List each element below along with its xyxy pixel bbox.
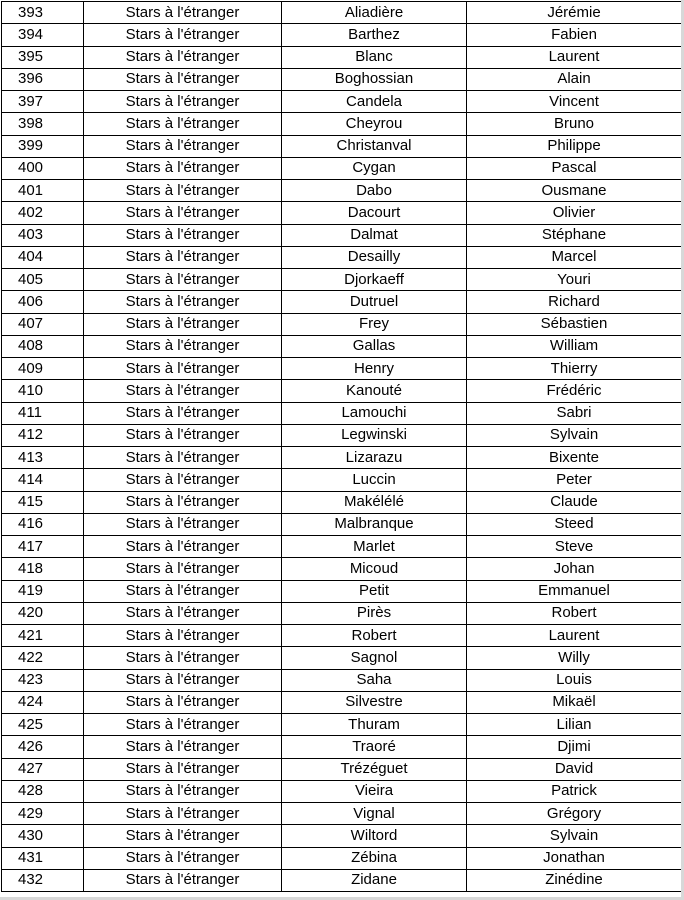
cell-category[interactable]: Stars à l'étranger	[84, 447, 282, 469]
cell-number[interactable]: 400	[2, 157, 84, 179]
cell-last-name[interactable]: Malbranque	[282, 513, 467, 535]
cell-first-name[interactable]: Grégory	[467, 803, 682, 825]
cell-last-name[interactable]: Zidane	[282, 869, 467, 891]
cell-category[interactable]: Stars à l'étranger	[84, 2, 282, 24]
cell-last-name[interactable]: Frey	[282, 313, 467, 335]
cell-first-name[interactable]: Peter	[467, 469, 682, 491]
cell-category[interactable]: Stars à l'étranger	[84, 68, 282, 90]
cell-category[interactable]: Stars à l'étranger	[84, 224, 282, 246]
table-row	[2, 24, 682, 46]
cell-number[interactable]: 401	[2, 180, 84, 202]
cell-first-name[interactable]: Claude	[467, 491, 682, 513]
table-row	[2, 736, 682, 758]
table-body	[2, 2, 682, 892]
cell-number[interactable]: 408	[2, 335, 84, 357]
cell-first-name[interactable]: Bruno	[467, 113, 682, 135]
cell-first-name[interactable]: Frédéric	[467, 380, 682, 402]
table-row	[2, 780, 682, 802]
table-row	[2, 46, 682, 68]
cell-last-name[interactable]: Gallas	[282, 335, 467, 357]
cell-number[interactable]: 416	[2, 513, 84, 535]
cell-number[interactable]: 429	[2, 803, 84, 825]
cell-number[interactable]: 426	[2, 736, 84, 758]
cell-last-name[interactable]: Candela	[282, 91, 467, 113]
cell-last-name[interactable]: Barthez	[282, 24, 467, 46]
cell-first-name[interactable]: Sébastien	[467, 313, 682, 335]
cell-last-name[interactable]: Christanval	[282, 135, 467, 157]
cell-first-name[interactable]: David	[467, 758, 682, 780]
table-row	[2, 269, 682, 291]
table-row	[2, 402, 682, 424]
cell-first-name[interactable]: Vincent	[467, 91, 682, 113]
cell-number[interactable]: 425	[2, 714, 84, 736]
cell-last-name[interactable]: Petit	[282, 580, 467, 602]
cell-number[interactable]: 395	[2, 46, 84, 68]
cell-first-name[interactable]: Youri	[467, 269, 682, 291]
table-row	[2, 803, 682, 825]
table-row	[2, 180, 682, 202]
cell-category[interactable]: Stars à l'étranger	[84, 669, 282, 691]
cell-category[interactable]: Stars à l'étranger	[84, 869, 282, 891]
cell-first-name[interactable]: Philippe	[467, 135, 682, 157]
cell-category[interactable]: Stars à l'étranger	[84, 758, 282, 780]
cell-number[interactable]: 412	[2, 424, 84, 446]
cell-category[interactable]: Stars à l'étranger	[84, 358, 282, 380]
cell-number[interactable]: 397	[2, 91, 84, 113]
cell-category[interactable]: Stars à l'étranger	[84, 46, 282, 68]
cell-number[interactable]: 406	[2, 291, 84, 313]
table-row	[2, 113, 682, 135]
cell-first-name[interactable]: Fabien	[467, 24, 682, 46]
table-row	[2, 135, 682, 157]
table-row	[2, 424, 682, 446]
cell-number[interactable]: 432	[2, 869, 84, 891]
cell-first-name[interactable]: Mikaël	[467, 691, 682, 713]
cell-category[interactable]: Stars à l'étranger	[84, 135, 282, 157]
cell-last-name[interactable]: Zébina	[282, 847, 467, 869]
cell-first-name[interactable]: Louis	[467, 669, 682, 691]
cell-category[interactable]: Stars à l'étranger	[84, 335, 282, 357]
cell-number[interactable]: 415	[2, 491, 84, 513]
table-row	[2, 224, 682, 246]
cell-first-name[interactable]: Emmanuel	[467, 580, 682, 602]
cell-last-name[interactable]: Marlet	[282, 536, 467, 558]
table-row	[2, 202, 682, 224]
cell-last-name[interactable]: Pirès	[282, 602, 467, 624]
cell-category[interactable]: Stars à l'étranger	[84, 491, 282, 513]
cell-first-name[interactable]: Zinédine	[467, 869, 682, 891]
table-row	[2, 580, 682, 602]
cell-first-name[interactable]: Jonathan	[467, 847, 682, 869]
cell-last-name[interactable]: Thuram	[282, 714, 467, 736]
cell-last-name[interactable]: Wiltord	[282, 825, 467, 847]
cell-last-name[interactable]: Kanouté	[282, 380, 467, 402]
cell-category[interactable]: Stars à l'étranger	[84, 691, 282, 713]
cell-category[interactable]: Stars à l'étranger	[84, 580, 282, 602]
table-row	[2, 625, 682, 647]
cell-number[interactable]: 417	[2, 536, 84, 558]
cell-category[interactable]: Stars à l'étranger	[84, 714, 282, 736]
cell-number[interactable]: 414	[2, 469, 84, 491]
cell-last-name[interactable]: Dabo	[282, 180, 467, 202]
table-row	[2, 714, 682, 736]
cell-first-name[interactable]: Robert	[467, 602, 682, 624]
cell-first-name[interactable]: Pascal	[467, 157, 682, 179]
cell-first-name[interactable]: Willy	[467, 647, 682, 669]
cell-number[interactable]: 404	[2, 246, 84, 268]
cell-category[interactable]: Stars à l'étranger	[84, 536, 282, 558]
cell-first-name[interactable]: Richard	[467, 291, 682, 313]
cell-last-name[interactable]: Silvestre	[282, 691, 467, 713]
cell-category[interactable]: Stars à l'étranger	[84, 825, 282, 847]
cell-first-name[interactable]: Laurent	[467, 625, 682, 647]
cell-category[interactable]: Stars à l'étranger	[84, 803, 282, 825]
cell-last-name[interactable]: Luccin	[282, 469, 467, 491]
cell-last-name[interactable]: Dalmat	[282, 224, 467, 246]
table-row	[2, 2, 682, 24]
cell-category[interactable]: Stars à l'étranger	[84, 780, 282, 802]
cell-number[interactable]: 402	[2, 202, 84, 224]
cell-number[interactable]: 410	[2, 380, 84, 402]
cell-last-name[interactable]: Trézéguet	[282, 758, 467, 780]
cell-number[interactable]: 396	[2, 68, 84, 90]
cell-last-name[interactable]: Robert	[282, 625, 467, 647]
cell-last-name[interactable]: Cheyrou	[282, 113, 467, 135]
cell-first-name[interactable]: Djimi	[467, 736, 682, 758]
cell-category[interactable]: Stars à l'étranger	[84, 625, 282, 647]
table-row	[2, 246, 682, 268]
cell-category[interactable]: Stars à l'étranger	[84, 380, 282, 402]
cell-number[interactable]: 398	[2, 113, 84, 135]
cell-number[interactable]: 422	[2, 647, 84, 669]
cell-number[interactable]: 411	[2, 402, 84, 424]
cell-last-name[interactable]: Boghossian	[282, 68, 467, 90]
cell-last-name[interactable]: Saha	[282, 669, 467, 691]
cell-number[interactable]: 421	[2, 625, 84, 647]
cell-first-name[interactable]: Ousmane	[467, 180, 682, 202]
cell-first-name[interactable]: Lilian	[467, 714, 682, 736]
player-table	[1, 1, 682, 892]
cell-category[interactable]: Stars à l'étranger	[84, 24, 282, 46]
cell-number[interactable]: 405	[2, 269, 84, 291]
cell-category[interactable]: Stars à l'étranger	[84, 91, 282, 113]
table-row	[2, 335, 682, 357]
cell-first-name[interactable]: Steed	[467, 513, 682, 535]
table-row	[2, 758, 682, 780]
cell-last-name[interactable]: Legwinski	[282, 424, 467, 446]
cell-last-name[interactable]: Vieira	[282, 780, 467, 802]
cell-last-name[interactable]: Cygan	[282, 157, 467, 179]
cell-last-name[interactable]: Lamouchi	[282, 402, 467, 424]
cell-category[interactable]: Stars à l'étranger	[84, 202, 282, 224]
cell-first-name[interactable]: Steve	[467, 536, 682, 558]
cell-category[interactable]: Stars à l'étranger	[84, 180, 282, 202]
cell-number[interactable]: 407	[2, 313, 84, 335]
cell-first-name[interactable]: Laurent	[467, 46, 682, 68]
cell-category[interactable]: Stars à l'étranger	[84, 736, 282, 758]
table-row	[2, 469, 682, 491]
cell-number[interactable]: 427	[2, 758, 84, 780]
cell-first-name[interactable]: Olivier	[467, 202, 682, 224]
cell-first-name[interactable]: Sylvain	[467, 424, 682, 446]
table-row	[2, 91, 682, 113]
table-row	[2, 380, 682, 402]
cell-number[interactable]: 430	[2, 825, 84, 847]
cell-number[interactable]: 409	[2, 358, 84, 380]
cell-first-name[interactable]: Alain	[467, 68, 682, 90]
table-row	[2, 68, 682, 90]
cell-number[interactable]: 403	[2, 224, 84, 246]
table-row	[2, 669, 682, 691]
cell-number[interactable]: 428	[2, 780, 84, 802]
cell-number[interactable]: 424	[2, 691, 84, 713]
cell-number[interactable]: 394	[2, 24, 84, 46]
cell-category[interactable]: Stars à l'étranger	[84, 246, 282, 268]
table-row	[2, 847, 682, 869]
table-row	[2, 691, 682, 713]
cell-last-name[interactable]: Henry	[282, 358, 467, 380]
cell-category[interactable]: Stars à l'étranger	[84, 313, 282, 335]
table-row	[2, 313, 682, 335]
cell-last-name[interactable]: Desailly	[282, 246, 467, 268]
table-row	[2, 602, 682, 624]
table-row	[2, 558, 682, 580]
cell-first-name[interactable]: Sylvain	[467, 825, 682, 847]
cell-category[interactable]: Stars à l'étranger	[84, 424, 282, 446]
table-row	[2, 491, 682, 513]
cell-first-name[interactable]: Jérémie	[467, 2, 682, 24]
cell-category[interactable]: Stars à l'étranger	[84, 647, 282, 669]
cell-category[interactable]: Stars à l'étranger	[84, 157, 282, 179]
cell-last-name[interactable]: Lizarazu	[282, 447, 467, 469]
cell-category[interactable]: Stars à l'étranger	[84, 847, 282, 869]
cell-number[interactable]: 431	[2, 847, 84, 869]
table-row	[2, 647, 682, 669]
cell-last-name[interactable]: Djorkaeff	[282, 269, 467, 291]
table-row	[2, 869, 682, 891]
cell-first-name[interactable]: Stéphane	[467, 224, 682, 246]
table-row	[2, 513, 682, 535]
cell-first-name[interactable]: Bixente	[467, 447, 682, 469]
cell-last-name[interactable]: Micoud	[282, 558, 467, 580]
cell-number[interactable]: 418	[2, 558, 84, 580]
cell-category[interactable]: Stars à l'étranger	[84, 269, 282, 291]
cell-last-name[interactable]: Makélélé	[282, 491, 467, 513]
cell-number[interactable]: 413	[2, 447, 84, 469]
cell-number[interactable]: 419	[2, 580, 84, 602]
table-row	[2, 825, 682, 847]
cell-first-name[interactable]: Marcel	[467, 246, 682, 268]
table-row	[2, 536, 682, 558]
table-row	[2, 291, 682, 313]
cell-last-name[interactable]: Aliadière	[282, 2, 467, 24]
table-row	[2, 447, 682, 469]
cell-category[interactable]: Stars à l'étranger	[84, 602, 282, 624]
cell-category[interactable]: Stars à l'étranger	[84, 469, 282, 491]
cell-number[interactable]: 420	[2, 602, 84, 624]
cell-first-name[interactable]: Sabri	[467, 402, 682, 424]
table-row	[2, 358, 682, 380]
cell-first-name[interactable]: Patrick	[467, 780, 682, 802]
cell-first-name[interactable]: Thierry	[467, 358, 682, 380]
cell-category[interactable]: Stars à l'étranger	[84, 513, 282, 535]
table-row	[2, 157, 682, 179]
cell-last-name[interactable]: Vignal	[282, 803, 467, 825]
cell-last-name[interactable]: Traoré	[282, 736, 467, 758]
cell-last-name[interactable]: Sagnol	[282, 647, 467, 669]
cell-category[interactable]: Stars à l'étranger	[84, 113, 282, 135]
cell-category[interactable]: Stars à l'étranger	[84, 291, 282, 313]
cell-number[interactable]: 399	[2, 135, 84, 157]
cell-number[interactable]: 393	[2, 2, 84, 24]
cell-first-name[interactable]: William	[467, 335, 682, 357]
cell-category[interactable]: Stars à l'étranger	[84, 402, 282, 424]
cell-last-name[interactable]: Dutruel	[282, 291, 467, 313]
cell-first-name[interactable]: Johan	[467, 558, 682, 580]
cell-last-name[interactable]: Blanc	[282, 46, 467, 68]
cell-last-name[interactable]: Dacourt	[282, 202, 467, 224]
cell-number[interactable]: 423	[2, 669, 84, 691]
cell-category[interactable]: Stars à l'étranger	[84, 558, 282, 580]
